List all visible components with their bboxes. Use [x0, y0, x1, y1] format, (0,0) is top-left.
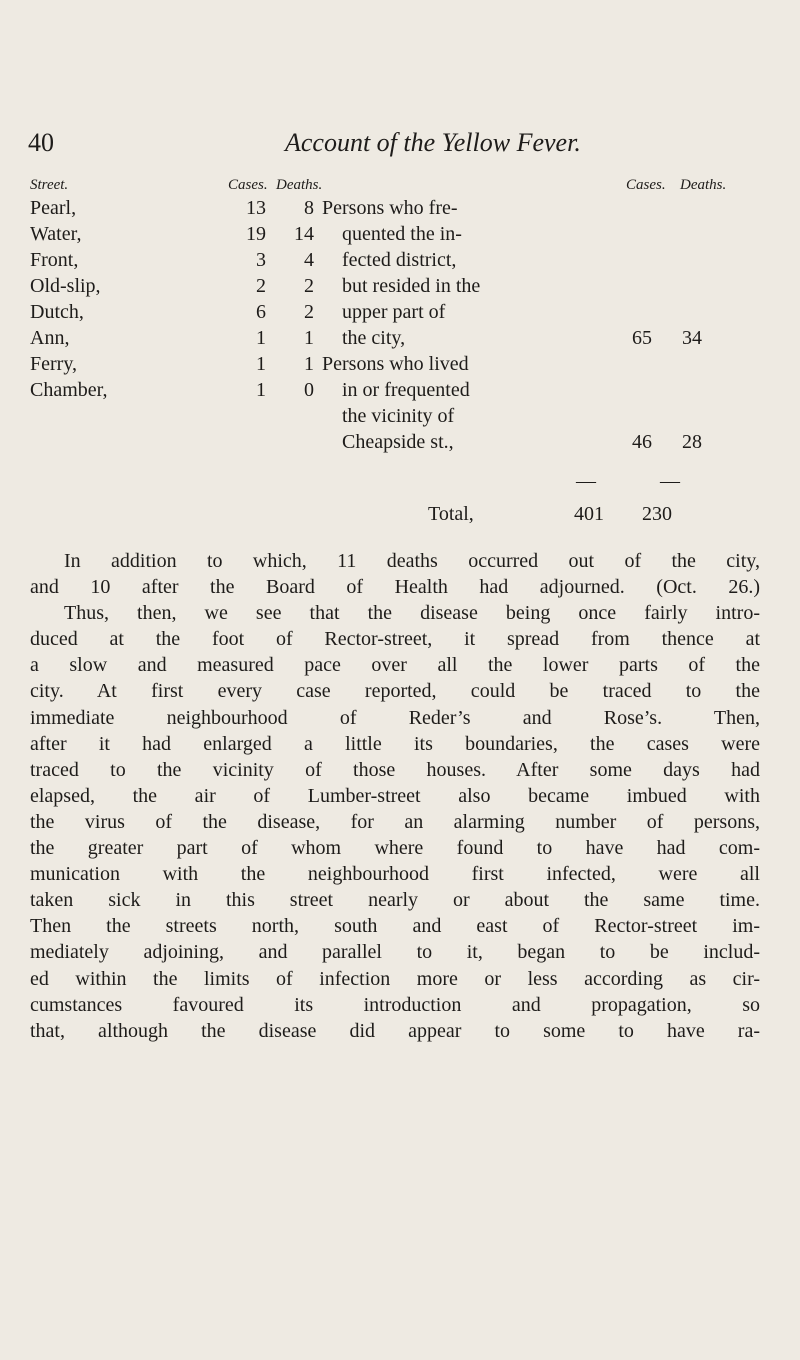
deaths-rule: — [660, 470, 680, 492]
paragraph-line: cumstances favoured its introduction and propagation, so [30, 993, 760, 1016]
group1-description-line: quented the in- [342, 223, 462, 245]
street-deaths: 2 [304, 301, 314, 323]
group1-description-line: the city, [342, 327, 406, 349]
paragraph-line: duced at the foot of Rector-street, it spread from thence at [30, 628, 760, 651]
total-deaths: 230 [642, 503, 672, 525]
group1-description-line: upper part of [342, 301, 446, 323]
group1-description-line: Persons who fre- [322, 197, 458, 219]
street-name: Ferry, [30, 353, 78, 375]
paragraph-line: Then the streets north, south and east of Rector-street im- [30, 915, 760, 938]
group2-description-line: the vicinity of [342, 405, 455, 427]
street-name: Chamber, [30, 379, 108, 401]
paragraph-line: mediately adjoining, and parallel to it, began to be includ- [30, 941, 760, 964]
paragraph-line: city. At first every case reported, could be traced to the [30, 680, 760, 703]
street-deaths: 1 [304, 353, 314, 375]
right-deaths-column-header: Deaths. [680, 177, 727, 193]
group2-description-line: Cheapside st., [342, 431, 454, 453]
paragraph-line: immediate neighbourhood of Reder’s and Rose’s. Then, [30, 706, 760, 729]
running-title: Account of the Yellow Fever. [285, 128, 581, 157]
paragraph-line: the virus of the disease, for an alarming number of persons, [30, 810, 760, 833]
group1-description-line: but resided in the [342, 275, 481, 297]
street-deaths: 1 [304, 327, 314, 349]
street-name: Pearl, [30, 197, 77, 219]
paragraph-line: the greater part of whom where found to have had com- [30, 837, 760, 860]
street-column-header: Street. [30, 177, 69, 193]
street-cases: 13 [246, 197, 266, 219]
paragraph-line: ed within the limits of infection more or less according as cir- [30, 967, 760, 990]
street-deaths: 2 [304, 275, 314, 297]
group2-description-line: in or frequented [342, 379, 470, 401]
street-deaths: 0 [304, 379, 314, 401]
group1-description-line: fected district, [342, 249, 457, 271]
paragraph-line: that, although the disease did appear to some to have ra- [30, 1019, 760, 1042]
street-cases: 6 [256, 301, 266, 323]
paragraph-line: munication with the neighbourhood first infected, were all [30, 863, 760, 886]
cases-column-header: Cases. [228, 177, 268, 193]
paragraph-line: after it had enlarged a little its boundaries, the cases were [30, 732, 760, 755]
paragraph-line: elapsed, the air of Lumber-street also became imbued with [30, 784, 760, 807]
street-deaths: 4 [304, 249, 314, 271]
paragraph-line: and 10 after the Board of Health had adjourned. (Oct. 26.) [30, 576, 760, 599]
paragraph-line: a slow and measured pace over all the lower parts of the [30, 654, 760, 677]
street-cases: 3 [256, 249, 266, 271]
total-cases: 401 [574, 503, 604, 525]
paragraph-line: In addition to which, 11 deaths occurred out of the city, [64, 550, 760, 572]
group2-cases: 46 [632, 431, 652, 453]
right-cases-column-header: Cases. [626, 177, 666, 193]
paragraph-line: traced to the vicinity of those houses. After some days had [30, 758, 760, 781]
street-name: Front, [30, 249, 79, 271]
deaths-column-header: Deaths. [276, 177, 323, 193]
group2-deaths: 28 [682, 431, 702, 453]
paragraph-line: taken sick in this street nearly or about the same time. [30, 889, 760, 912]
cases-rule: — [576, 470, 596, 492]
group1-deaths: 34 [682, 327, 702, 349]
street-cases: 1 [256, 379, 266, 401]
street-cases: 19 [246, 223, 266, 245]
street-name: Old-slip, [30, 275, 101, 297]
street-cases: 1 [256, 353, 266, 375]
street-name: Dutch, [30, 301, 84, 323]
street-cases: 2 [256, 275, 266, 297]
group1-cases: 65 [632, 327, 652, 349]
page-number: 40 [28, 128, 54, 157]
street-name: Ann, [30, 327, 70, 349]
paragraph-line: Thus, then, we see that the disease being once fairly intro- [64, 602, 760, 625]
body-paragraph [30, 548, 760, 1044]
street-cases: 1 [256, 327, 266, 349]
street-deaths: 8 [304, 197, 314, 219]
group2-description-line: Persons who lived [322, 353, 469, 375]
total-label: Total, [428, 503, 474, 525]
street-deaths: 14 [294, 223, 314, 245]
street-name: Water, [30, 223, 82, 245]
